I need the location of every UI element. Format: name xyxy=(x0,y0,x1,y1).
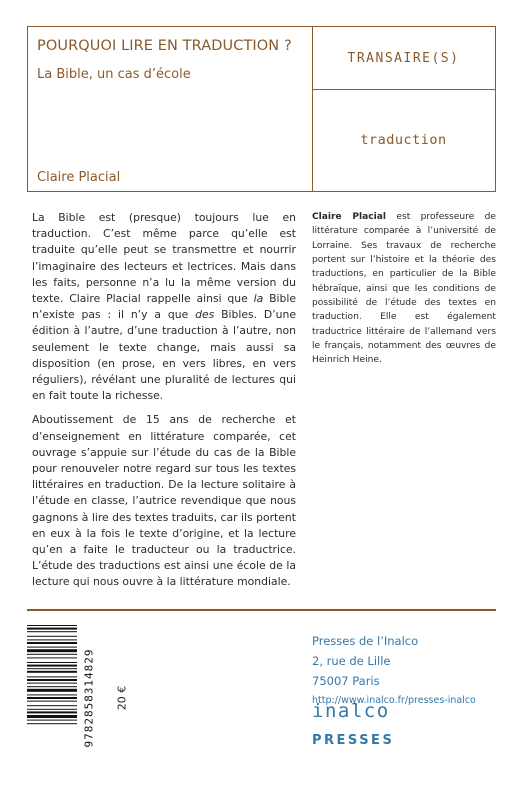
section-divider xyxy=(27,609,496,611)
book-title: POURQUOI LIRE EN TRADUCTION ? xyxy=(37,38,292,54)
barcode-bar xyxy=(27,671,77,673)
barcode-bar xyxy=(27,697,77,699)
barcode-bar xyxy=(27,662,77,663)
series-name: TRANSAIRE(S) xyxy=(347,51,460,66)
barcode-bar xyxy=(27,649,77,652)
barcode-bar xyxy=(27,720,77,721)
price-label: 20 € xyxy=(115,685,129,711)
barcode-bar xyxy=(27,665,77,667)
barcode-bar xyxy=(27,701,77,702)
barcode-bar xyxy=(27,689,77,692)
publisher-city: 75007 Paris xyxy=(312,674,380,688)
barcode-bar xyxy=(27,639,77,640)
isbn-barcode xyxy=(27,622,129,770)
isbn-number: 9782858314829 xyxy=(82,648,96,748)
barcode-bar xyxy=(27,723,77,724)
barcode-bar xyxy=(27,686,77,687)
barcode-bar xyxy=(27,679,77,681)
cover-header xyxy=(27,26,496,192)
publisher-address xyxy=(312,631,476,711)
barcode-bar xyxy=(27,647,77,648)
back-cover-blurb xyxy=(32,210,296,599)
barcode-bar xyxy=(27,683,77,684)
bio-text: est professeure de littérature comparée à l’université de Lorraine. Ses travaux de recherche portent sur l’histoire et la théorie des traductions, en particulier de la Bible hébraïque, ainsi que les conditions de possibilité de l’étude des textes en traduction. Elle est également traductrice littéraire de l’allemand vers le français, notamment des œuvres de Heinrich Heine. xyxy=(312,212,496,366)
barcode-bar xyxy=(27,628,77,630)
blurb-paragraph-1: La Bible est (presque) toujours lue en traduction. C’est même parce qu’elle est traduite qu’elle peut se transmettre et nourrir l’imaginaire des lecteurs et lectrices. Mais dans les faits, personne n’a lu la même version du texte. Claire Placial rappelle ainsi que la Bible n’existe pas : il n’y a que des Bibles. D’une édition à l’autre, d’une traduction à l’autre, non seulement le texte change, mais aussi sa disposition (en prose, en vers libres, en vers réguliers), révélant une pluralité de lectures qui en fait toute la richesse. xyxy=(32,211,296,403)
inalco-logo-text: inalco xyxy=(312,700,390,722)
book-subtitle: La Bible, un cas d’école xyxy=(37,67,191,82)
barcode-bar xyxy=(27,694,77,695)
barcode-bar xyxy=(27,711,77,713)
barcode-bar xyxy=(27,676,77,677)
barcode-bar xyxy=(27,631,77,632)
barcode-bar xyxy=(27,625,77,626)
barcode-bar xyxy=(27,705,77,706)
barcode-bar xyxy=(27,715,77,718)
publisher-url[interactable]: http://www.inalco.fr/presses-inalco xyxy=(312,695,476,706)
publisher-name: Presses de l’Inalco xyxy=(312,634,419,648)
book-author: Claire Placial xyxy=(37,170,121,185)
author-bio xyxy=(312,210,496,368)
publisher-street: 2, rue de Lille xyxy=(312,654,391,668)
blurb-paragraph-2: Aboutissement de 15 ans de recherche et d’enseignement en littérature comparée, cet ouvrage s’appuie sur l’étude du cas de la Bible pour renouveler notre regard sur tous les textes littéraires en traduction. De la lecture solitaire à l’étude en classe, l’autrice revendique que nous gagnons à lire des textes traduits, car ils portent en eux à la fois le texte d’origine, et la lecture qu’en a faite le traducteur ou la traductrice. L’étude des traductions est ainsi une école de la lecture qui nous ouvre à la littérature mondiale. xyxy=(32,413,296,589)
barcode-bar xyxy=(27,642,77,644)
barcode-bar xyxy=(27,657,77,658)
series-topic: traduction xyxy=(360,132,447,148)
header-horizontal-divider xyxy=(312,89,495,90)
barcode-bars xyxy=(27,622,87,770)
barcode-bar xyxy=(27,654,77,655)
barcode-bar xyxy=(27,668,77,669)
barcode-bar xyxy=(27,636,77,637)
presses-logo-text: PRESSES xyxy=(312,733,395,748)
bio-author-name: Claire Placial xyxy=(312,212,387,222)
barcode-bar xyxy=(27,709,77,710)
